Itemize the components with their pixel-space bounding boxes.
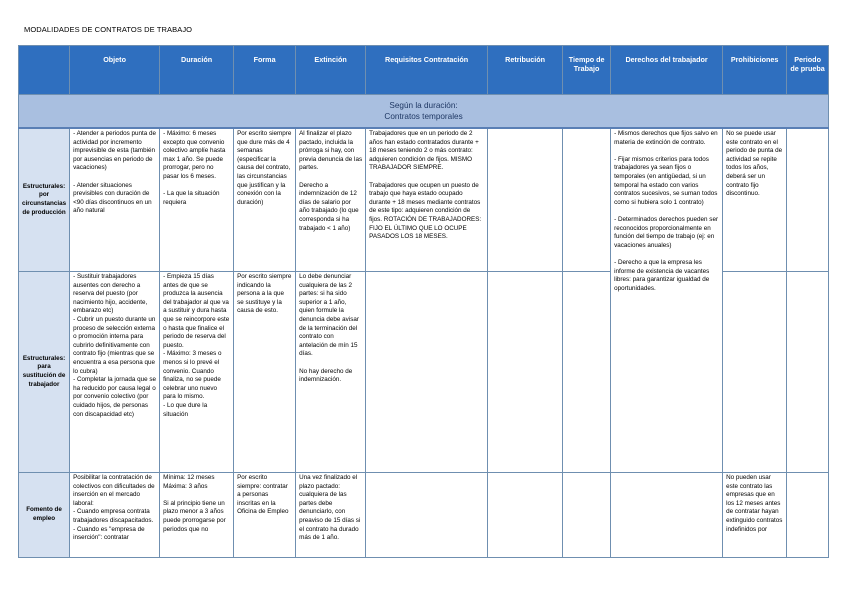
cell-retribucion <box>488 473 563 558</box>
cell-requisitos <box>366 473 488 558</box>
cell-objeto: - Sustituir trabajadores ausentes con derecho a reserva del puesto (por nacimiento hijo, accidente, embarazo etc) - Cubrir un puesto durante un proceso de selección externa o promoción interna para cubrirlo definitivamente con contrato fijo (mientras que se encuentra a esa persona que lo cubra) - Completar la jornada que se ha reducido por causa legal o por convenio colectivo (por cuidado hijos, de personas con discapacidad etc) <box>70 272 160 473</box>
header-forma: Forma <box>234 46 296 95</box>
cell-objeto: - Atender a periodos punta de actividad por incremento imprevisible de esta (también por ausencias en periodo de vacaciones) - Atender situaciones previsibles con duración de <90 días discontinuos en un año natural <box>70 128 160 272</box>
cell-retribucion <box>488 272 563 473</box>
header-prohibiciones: Prohibiciones <box>723 46 787 95</box>
cell-requisitos <box>366 272 488 473</box>
document-title: MODALIDADES DE CONTRATOS DE TRABAJO <box>24 25 193 34</box>
header-duracion: Duración <box>160 46 234 95</box>
cell-prueba <box>787 128 829 272</box>
header-row <box>19 46 829 95</box>
cell-tiempo <box>563 128 611 272</box>
section-band <box>19 95 829 129</box>
cell-extincion: Lo debe denunciar cualquiera de las 2 partes: si ha sido superior a 1 año, quien formule la denuncia debe avisar de la terminación del contrato con antelación de mín 15 días. No hay derecho de indemnización. <box>296 272 366 473</box>
cell-forma: Por escrito siempre que dure más de 4 semanas (especificar la causa del contrato, las circunstancias que justifican y la conexión con la duración) <box>234 128 296 272</box>
row-label: Fomento de empleo <box>19 473 70 558</box>
header-retribucion: Retribución <box>488 46 563 95</box>
cell-retribucion <box>488 128 563 272</box>
cell-duracion: Mínima: 12 meses Máxima: 3 años Si al principio tiene un plazo menor a 3 años puede prorrogarse por periodos que no <box>160 473 234 558</box>
cell-duracion: - Empieza 15 días antes de que se produzca la ausencia del trabajador al que va a sustituir y dura hasta que se reincorpore este o hasta que finalice el periodo de reserva del puesto. - Máximo: 3 meses o menos si lo prevé el convenio. Cuando finaliza, no se puede celebrar uno nuevo para lo mismo. - Lo que dure la situación <box>160 272 234 473</box>
cell-forma: Por escrito siempre indicando la persona a la que se sustituye y la causa de esto. <box>234 272 296 473</box>
cell-derechos <box>611 473 723 558</box>
table-row <box>19 473 829 558</box>
cell-objeto: Posibilitar la contratación de colectivos con dificultades de inserción en el mercado laboral: - Cuando empresa contrata trabajadores discapacitados. - Cuando es "empresa de inserción": contratar <box>70 473 160 558</box>
section-title: Según la duración: <box>389 101 458 110</box>
contracts-table <box>18 45 829 558</box>
cell-derechos: - Mismos derechos que fijos salvo en materia de extinción de contrato. - Fijar mismos criterios para todos trabajadores ya sean fijos o temporales (en antigüedad, si un temporal ha estado con varios contratos sucesivos, se suman todos como si hubiera solo 1 contrato) - Determinados derechos pueden ser reconocidos proporcionalmente en función del tiempo de trabajo (ej: en vacaciones anuales) - Derecho a que la empresa les informe de existencia de vacantes libres: para garantizar igualdad de oportunidades. <box>611 128 723 473</box>
table-row <box>19 128 829 272</box>
cell-prohibiciones: No se puede usar este contrato en el periodo de punta de actividad se repite todos los años, deberá ser un contrato fijo discontinuo. <box>723 128 787 272</box>
cell-extincion: Al finalizar el plazo pactado, incluida la prórroga si hay, con previa denuncia de las partes. Derecho a indemnización de 12 días de salario por año trabajado (lo que corresponda si ha trabajado < 1 año) <box>296 128 366 272</box>
cell-prueba <box>787 272 829 473</box>
header-requisitos: Requisitos Contratación <box>366 46 488 95</box>
cell-tiempo <box>563 473 611 558</box>
cell-prueba <box>787 473 829 558</box>
cell-prohibiciones: No pueden usar este contrato las empresas que en los 12 meses antes de contratar hayan extinguido contratos indefinidos por <box>723 473 787 558</box>
header-derechos: Derechos del trabajador <box>611 46 723 95</box>
row-label: Estructurales: por circunstancias de producción <box>19 128 70 272</box>
row-label: Estructurales: para sustitución de trabajador <box>19 272 70 473</box>
cell-tiempo <box>563 272 611 473</box>
cell-forma: Por escrito siempre: contratar a personas inscritas en la Oficina de Empleo <box>234 473 296 558</box>
cell-prohibiciones <box>723 272 787 473</box>
cell-duracion: - Máximo: 6 meses excepto que convenio colectivo amplíe hasta max 1 año. Se puede prorrogar, pero no pasar los 6 meses. - La que la situación requiera <box>160 128 234 272</box>
header-cell-empty <box>19 46 70 95</box>
cell-requisitos: Trabajadores que en un periodo de 2 años han estado contratados durante + 18 meses teniendo 2 o más contrato: adquieren condición de fijos. MISMO TRABAJADOR SIEMPRE. Trabajadores que ocupen un puesto de trabajo que haya estado ocupado durante + 18 meses mediante contratos de este tipo: adquieren condición de fijos. ROTACIÓN DE TRABAJADORES: FIJO EL ÚLTIMO QUE LO OCUPE PASADOS LOS 18 MESES. <box>366 128 488 272</box>
header-tiempo: Tiempo de Trabajo <box>563 46 611 95</box>
header-prueba: Periodo de prueba <box>787 46 829 95</box>
header-extincion: Extinción <box>296 46 366 95</box>
cell-extincion: Una vez finalizado el plazo pactado: cualquiera de las partes debe denunciarlo, con preaviso de 15 días si el contrato ha durado más de 1 año. <box>296 473 366 558</box>
header-objeto: Objeto <box>70 46 160 95</box>
section-subtitle: Contratos temporales <box>384 112 463 121</box>
section-band-row <box>19 95 829 129</box>
